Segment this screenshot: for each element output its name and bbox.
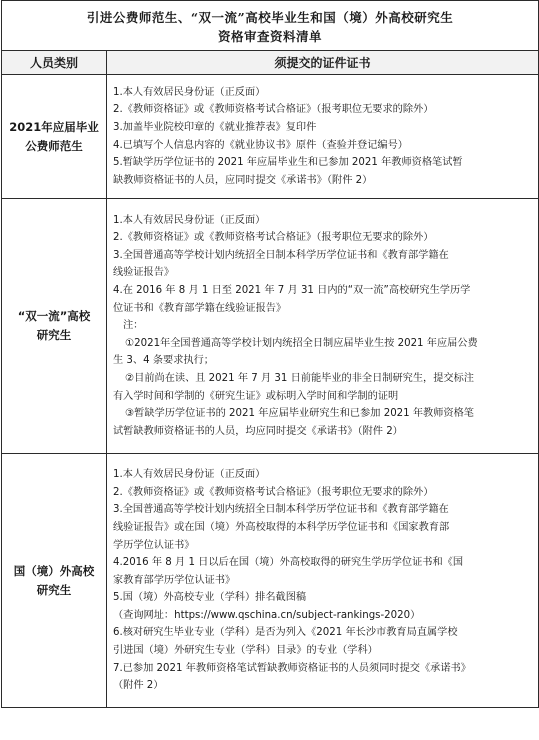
list-item: 3.全国普通高等学校计划内统招全日制本科学历学位证书和《教育部学籍在 bbox=[113, 249, 449, 261]
list-item: （查询网址：https://www.qschina.cn/subject-rankings-2020） bbox=[113, 609, 421, 621]
table-row bbox=[2, 199, 539, 454]
list-item: 1.本人有效居民身份证（正反面） bbox=[113, 86, 266, 98]
requirements-cell bbox=[107, 75, 539, 199]
title-line-2: 资格审查资料清单 bbox=[218, 28, 323, 44]
note-label: 注： bbox=[123, 320, 144, 332]
header-documents: 须提交的证件证书 bbox=[107, 51, 539, 75]
table-row bbox=[2, 75, 539, 199]
list-item: 2.《教师资格证》或《教师资格考试合格证》（报考职位无要求的除外） bbox=[113, 104, 434, 116]
note-item: ①2021年全国普通高等学校计划内统招全日制应届毕业生按 2021 年应届公费 bbox=[125, 337, 478, 349]
note-item: 试暂缺教师资格证书的人员，均应同时提交《承诺书》（附件 2） bbox=[113, 425, 403, 437]
list-item: 4.2016 年 8 月 1 日以后在国（境）外高校取得的研究生学历学位证书和《国 bbox=[113, 557, 464, 569]
list-item: 1.本人有效居民身份证（正反面） bbox=[113, 214, 266, 226]
list-item: 家教育部学历学位认证书》 bbox=[113, 574, 236, 586]
category-cell bbox=[2, 75, 107, 199]
title-row bbox=[2, 1, 539, 51]
list-item: 线验证报告》 bbox=[113, 267, 175, 279]
requirements-table bbox=[1, 0, 539, 708]
list-item: （附件 2） bbox=[113, 680, 164, 692]
list-item: 3.加盖毕业院校印章的《就业推荐表》复印件 bbox=[113, 121, 317, 133]
list-item: 6.核对研究生毕业专业（学科）是否为列入《2021 年长沙市教育局直属学校 bbox=[113, 627, 458, 639]
list-item: 4.在 2016 年 8 月 1 日至 2021 年 7 月 31 日内的“双一流”高校研究生学历学 bbox=[113, 285, 471, 297]
list-item: 5.国（境）外高校专业（学科）排名截图稿 bbox=[113, 592, 307, 604]
category-line-2: 研究生 bbox=[36, 328, 72, 342]
category-line-1: 国（境）外高校 bbox=[13, 563, 95, 578]
list-item: 位证书和《教育部学籍在线验证报告》 bbox=[113, 302, 287, 314]
list-item: 引进国（境）外研究生专业（学科）目录》的专业（学科） bbox=[113, 645, 378, 657]
category-cell bbox=[2, 454, 107, 708]
list-item: 4.已填写个人信息内容的《就业协议书》原件（查验并登记编号） bbox=[113, 139, 408, 151]
requirements-cell bbox=[107, 199, 539, 454]
category-line-1: “双一流”高校 bbox=[17, 309, 91, 323]
category-cell bbox=[2, 199, 107, 454]
table-row bbox=[2, 454, 539, 708]
document-title bbox=[2, 1, 539, 51]
header-category: 人员类别 bbox=[2, 51, 107, 75]
category-line-2: 研究生 bbox=[36, 582, 72, 597]
list-item: 1.本人有效居民身份证（正反面） bbox=[113, 469, 266, 481]
list-item: 7.已参加 2021 年教师资格笔试暂缺教师资格证书的人员须同时提交《承诺书》 bbox=[113, 662, 471, 674]
requirements-cell bbox=[107, 454, 539, 708]
category-line-2: 公费师范生 bbox=[25, 138, 83, 153]
list-item: 3.全国普通高等学校计划内统招全日制本科学历学位证书和《教育部学籍在 bbox=[113, 504, 449, 516]
list-item: 5.暂缺学历学位证书的 2021 年应届毕业生和已参加 2021 年教师资格笔试暂 bbox=[113, 157, 463, 169]
note-item: ②目前尚在读、且 2021 年 7 月 31 日前能毕业的非全日制研究生，提交标注 bbox=[125, 372, 474, 384]
list-item: 线验证报告》或在国（境）外高校取得的本科学历学位证书和《国家教育部 bbox=[113, 521, 450, 533]
list-item: 学历学位认证书》 bbox=[113, 539, 195, 551]
note-item: ③暂缺学历学位证书的 2021 年应届毕业研究生和已参加 2021 年教师资格笔 bbox=[125, 408, 474, 420]
list-item: 缺教师资格证书的人员，应同时提交《承诺书》（附件 2） bbox=[113, 174, 373, 186]
list-item: 2.《教师资格证》或《教师资格考试合格证》（报考职位无要求的除外） bbox=[113, 486, 434, 498]
note-item: 有入学时间和学制的《研究生证》或标明入学时间和学制的证明 bbox=[113, 390, 399, 402]
list-item: 2.《教师资格证》或《教师资格考试合格证》（报考职位无要求的除外） bbox=[113, 232, 434, 244]
note-item: 生 3、4 条要求执行； bbox=[113, 355, 214, 367]
category-line-1: 2021年应届毕业 bbox=[9, 119, 99, 134]
header-row bbox=[2, 51, 539, 75]
title-line-1: 引进公费师范生、“双一流”高校毕业生和国（境）外高校研究生 bbox=[86, 9, 454, 25]
